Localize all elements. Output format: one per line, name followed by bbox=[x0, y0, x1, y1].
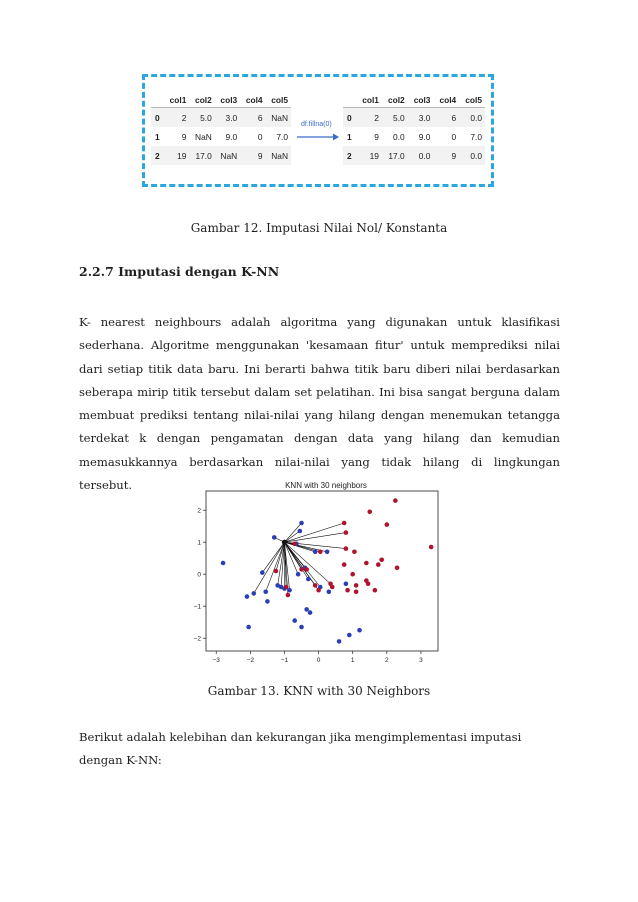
scatter-point bbox=[292, 542, 297, 547]
figure-fillna-imputation bbox=[142, 74, 494, 187]
scatter-point bbox=[221, 561, 226, 566]
column-header: col1 bbox=[356, 93, 382, 108]
data-points bbox=[221, 498, 434, 643]
scatter-point bbox=[364, 561, 369, 566]
column-header: col2 bbox=[382, 93, 408, 108]
scatter-point bbox=[272, 535, 277, 540]
scatter-point bbox=[357, 628, 362, 633]
scatter-point bbox=[286, 593, 291, 598]
scatter-point bbox=[251, 591, 256, 596]
scatter-point bbox=[318, 550, 323, 555]
table-cell: 9 bbox=[374, 131, 379, 142]
neighbor-line bbox=[266, 542, 285, 592]
query-point bbox=[282, 540, 287, 545]
table-cell: NaN bbox=[266, 146, 291, 165]
scatter-point bbox=[352, 550, 357, 555]
scatter-point bbox=[265, 599, 270, 604]
scatter-point bbox=[304, 567, 309, 572]
column-header: col3 bbox=[408, 93, 434, 108]
neighbor-line bbox=[278, 542, 285, 585]
row-index: 1 bbox=[347, 131, 352, 142]
scatter-point bbox=[313, 583, 318, 588]
table-cell: 2 bbox=[164, 108, 189, 128]
scatter-point bbox=[327, 590, 332, 595]
scatter-point bbox=[292, 618, 297, 623]
table-cell: 0.0 bbox=[459, 146, 485, 165]
scatter-point bbox=[342, 521, 347, 526]
scatter-point bbox=[395, 566, 400, 571]
table-cell: NaN bbox=[215, 146, 240, 165]
row-index: 2 bbox=[151, 146, 164, 165]
y-tick-label: 2 bbox=[197, 507, 201, 515]
row-index: 2 bbox=[343, 146, 356, 165]
table-cell: 6 bbox=[433, 108, 459, 128]
scatter-point bbox=[246, 625, 251, 630]
neighbor-line bbox=[284, 531, 299, 542]
table-cell: 6 bbox=[240, 108, 265, 128]
figure-12-caption: Gambar 12. Imputasi Nilai Nol/ Konstanta bbox=[190, 221, 448, 235]
y-tick-label: −1 bbox=[193, 603, 201, 611]
scatter-point bbox=[260, 570, 265, 575]
paragraph-knn-description: K- nearest neighbours adalah algoritma yang digunakan untuk klasifikasi sederhana. Algoritme menggunakan 'kesamaan fitur' untuk memprediksi nilai dari setiap titik data baru. Ini berarti bahwa titik baru diberi nilai berdasarkan seberapa mirip titik tersebut dalam set pelatihan. Ini bisa sangat berguna dalam membuat prediksi tentang nilai-nilai yang hilang dengan menemukan tetangga terdekat k dengan pengamatan dengan data yang hilang dan kemudian memasukkannya berdasarkan nilai-nilai yang tidak hilang di lingkungan tersebut. bbox=[79, 315, 560, 493]
y-tick-label: 1 bbox=[197, 539, 201, 547]
x-tick-label: 1 bbox=[350, 657, 355, 664]
scatter-point bbox=[373, 588, 378, 593]
figure-13-caption: Gambar 13. KNN with 30 Neighbors bbox=[207, 684, 431, 698]
scatter-point bbox=[367, 510, 372, 515]
table-cell: 5.0 bbox=[382, 108, 408, 128]
paragraph-pros-cons-intro: Berikut adalah kelebihan dan kekurangan jika mengimplementasi imputasi dengan K-NN: bbox=[79, 730, 522, 768]
scatter-point bbox=[393, 498, 398, 503]
table-cell: 5.0 bbox=[189, 108, 214, 128]
table-cell: 0.0 bbox=[408, 146, 434, 165]
scatter-point bbox=[337, 639, 342, 644]
scatter-point bbox=[376, 562, 381, 567]
column-header: col2 bbox=[189, 93, 214, 108]
column-header: col5 bbox=[459, 93, 485, 108]
scatter-point bbox=[263, 590, 268, 595]
plot-frame bbox=[206, 491, 438, 651]
table-cell: 19 bbox=[164, 146, 189, 165]
scatter-point bbox=[354, 583, 359, 588]
scatter-point bbox=[345, 588, 350, 593]
column-header: col5 bbox=[266, 93, 291, 108]
chart-title: KNN with 30 neighbors bbox=[285, 481, 367, 490]
table-cell: 7.0 bbox=[276, 131, 288, 142]
scatter-point bbox=[347, 633, 352, 638]
column-header: col1 bbox=[164, 93, 189, 108]
row-index: 1 bbox=[155, 131, 160, 142]
scatter-point bbox=[385, 522, 390, 527]
x-tick-label: −2 bbox=[246, 657, 255, 664]
scatter-point bbox=[342, 562, 347, 567]
scatter-point bbox=[298, 529, 303, 534]
section-heading: 2.2.7 Imputasi dengan K-NN bbox=[79, 264, 280, 279]
table-cell: NaN bbox=[266, 108, 291, 128]
neighbor-line bbox=[262, 542, 284, 572]
table-cell: 9.0 bbox=[225, 131, 238, 142]
scatter-point bbox=[299, 567, 304, 572]
scatter-point bbox=[287, 588, 292, 593]
row-index: 0 bbox=[151, 108, 164, 128]
table-cell: 2 bbox=[356, 108, 382, 128]
dataframe-after bbox=[343, 93, 485, 165]
scatter-point bbox=[330, 585, 335, 590]
scatter-point bbox=[366, 582, 371, 587]
scatter-point bbox=[344, 582, 349, 587]
scatter-point bbox=[299, 521, 304, 526]
table-cell: NaN bbox=[195, 131, 212, 142]
column-header: col4 bbox=[240, 93, 265, 108]
table-cell: 0.0 bbox=[459, 108, 485, 128]
table-cell: 9 bbox=[240, 146, 265, 165]
column-header: col4 bbox=[433, 93, 459, 108]
scatter-point bbox=[245, 594, 250, 599]
x-tick-label: 3 bbox=[419, 657, 423, 664]
scatter-point bbox=[344, 546, 349, 551]
fillna-label: df.fillna(0) bbox=[301, 121, 332, 128]
neighbor-line bbox=[284, 542, 318, 590]
table-cell: 9 bbox=[433, 146, 459, 165]
table-cell: 17.0 bbox=[189, 146, 214, 165]
table-cell: 19 bbox=[356, 146, 382, 165]
x-tick-label: 0 bbox=[316, 657, 321, 664]
scatter-point bbox=[379, 558, 384, 563]
y-tick-label: 0 bbox=[197, 571, 201, 579]
table-row bbox=[343, 146, 485, 165]
scatter-point bbox=[299, 625, 304, 630]
neighbor-line bbox=[284, 523, 344, 542]
scatter-point bbox=[296, 572, 301, 577]
scatter-point bbox=[308, 610, 313, 615]
table-cell: 3.0 bbox=[408, 108, 434, 128]
neighbor-line bbox=[284, 533, 345, 543]
table-header-row bbox=[343, 93, 485, 108]
table-cell: 9 bbox=[181, 131, 187, 142]
scatter-point bbox=[284, 585, 289, 590]
x-tick-label: −3 bbox=[212, 657, 220, 664]
table-row bbox=[343, 127, 485, 146]
right-arrow-icon bbox=[295, 132, 341, 142]
scatter-point bbox=[316, 588, 321, 593]
row-index: 0 bbox=[343, 108, 356, 128]
scatter-point bbox=[354, 590, 359, 595]
x-tick-label: 2 bbox=[385, 657, 389, 664]
scatter-point bbox=[429, 545, 434, 550]
table-cell: 17.0 bbox=[382, 146, 408, 165]
scatter-point bbox=[274, 569, 279, 574]
table-cell: 7.0 bbox=[470, 131, 482, 142]
table-row bbox=[151, 127, 291, 146]
column-header: col3 bbox=[215, 93, 240, 108]
table-cell: 9.0 bbox=[418, 131, 431, 142]
table-row bbox=[151, 146, 291, 165]
axis-ticks bbox=[194, 508, 424, 665]
table-row bbox=[343, 108, 485, 128]
table-cell: 0.0 bbox=[393, 131, 405, 142]
knn-scatter-chart bbox=[176, 476, 446, 676]
scatter-point bbox=[306, 577, 311, 582]
x-tick-label: −1 bbox=[280, 657, 289, 664]
scatter-point bbox=[304, 607, 309, 612]
table-cell: 0 bbox=[257, 131, 263, 142]
table-cell: 3.0 bbox=[215, 108, 240, 128]
scatter-point bbox=[313, 550, 318, 555]
scatter-point bbox=[325, 550, 330, 555]
table-cell: 0 bbox=[451, 131, 457, 142]
table-header-row bbox=[151, 93, 291, 108]
dataframe-before bbox=[151, 93, 291, 165]
scatter-point bbox=[350, 572, 355, 577]
table-row bbox=[151, 108, 291, 128]
y-tick-label: −2 bbox=[193, 635, 201, 643]
scatter-point bbox=[344, 530, 349, 535]
